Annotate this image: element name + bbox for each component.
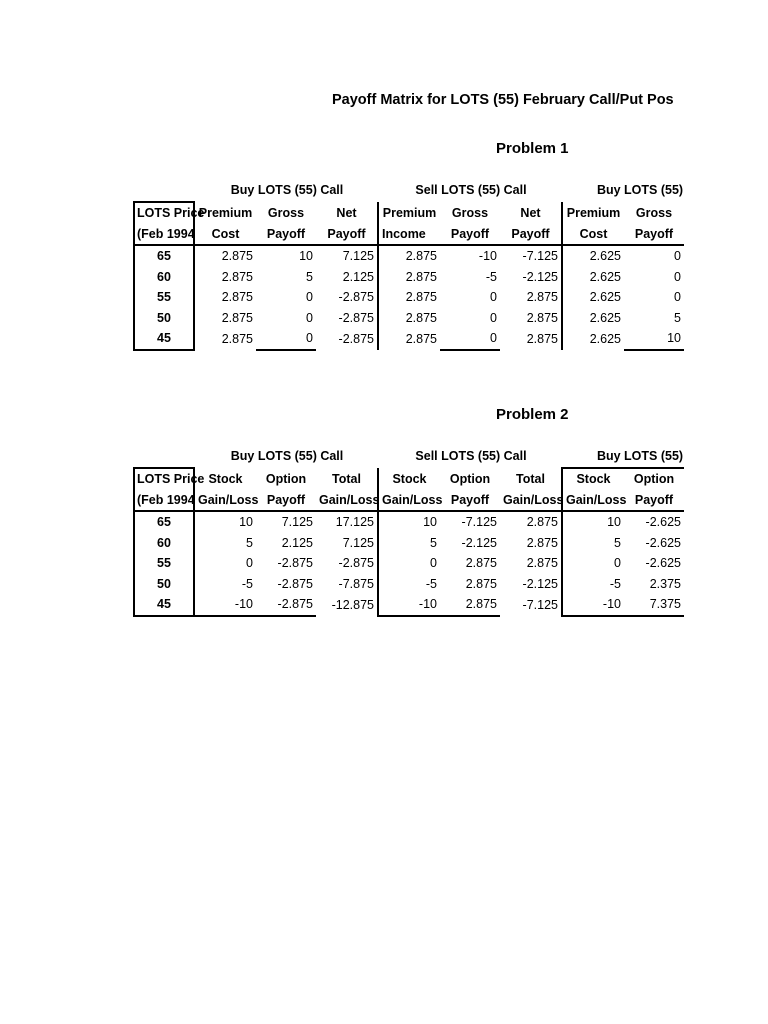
- value-cell: 0: [440, 328, 500, 350]
- value-cell: 2.875: [500, 553, 562, 574]
- value-cell: 10: [194, 511, 256, 533]
- value-cell: 10: [562, 511, 624, 533]
- price-cell: 65: [134, 511, 194, 533]
- value-cell: 2.875: [405, 331, 437, 346]
- value-cell: -10: [378, 594, 440, 616]
- column-header: Payoff: [634, 226, 674, 241]
- p2-group-buy-put: Buy LOTS (55): [596, 449, 684, 463]
- header-row: [134, 224, 684, 246]
- value-cell: 5: [430, 535, 437, 550]
- header-row: [134, 490, 684, 512]
- value-cell: 5: [306, 269, 313, 284]
- value-cell: 0: [490, 310, 497, 325]
- table-row: [134, 533, 684, 554]
- value-cell: 2.625: [562, 245, 624, 267]
- value-cell: 5: [246, 535, 253, 550]
- value-cell: 7.125: [316, 533, 378, 554]
- value-cell: 5: [674, 310, 681, 325]
- value-cell: 2.875: [405, 310, 437, 325]
- value-cell: -7.125: [440, 511, 500, 533]
- column-header: Total: [500, 468, 562, 490]
- value-cell: 2.875: [465, 576, 497, 591]
- column-header: Option: [265, 471, 307, 486]
- value-cell: -5: [609, 576, 621, 591]
- value-cell: 2.375: [649, 576, 681, 591]
- value-cell: 17.125: [316, 511, 378, 533]
- column-header: (Feb 1994: [134, 224, 194, 246]
- value-cell: 2.875: [405, 290, 437, 304]
- column-header: LOTS Price: [134, 202, 194, 224]
- value-cell: 2.875: [378, 245, 440, 267]
- column-header: Gain/Loss: [382, 492, 443, 507]
- value-cell: 0: [614, 556, 621, 570]
- column-header: Premium: [198, 205, 253, 220]
- value-cell: 2.875: [221, 269, 253, 284]
- p2-group-sell-call: Sell LOTS (55) Call: [415, 449, 527, 463]
- table-row: [134, 287, 684, 308]
- value-cell: 0: [624, 245, 684, 267]
- price-cell: 55: [134, 553, 194, 574]
- value-cell: 5: [614, 535, 621, 550]
- value-cell: -2.875: [277, 556, 313, 570]
- column-header: Gain/Loss: [500, 490, 562, 512]
- value-cell: -5: [425, 576, 437, 591]
- price-cell: 65: [134, 245, 194, 267]
- value-cell: 2.875: [221, 331, 253, 346]
- column-header: Stock: [208, 471, 243, 486]
- value-cell: 0: [246, 556, 253, 570]
- value-cell: 0: [674, 269, 681, 284]
- column-header: Payoff: [266, 226, 306, 241]
- table-row: [134, 267, 684, 288]
- column-header: Gain/Loss: [198, 492, 259, 507]
- value-cell: -10: [194, 594, 256, 616]
- table-row: [134, 308, 684, 329]
- column-header: Stock: [562, 468, 624, 490]
- table-row: [134, 553, 684, 574]
- value-cell: 2.625: [589, 310, 621, 325]
- price-cell: 60: [134, 533, 194, 554]
- table-row: [134, 594, 684, 616]
- problem-2-table: [133, 467, 684, 617]
- p1-group-buy-put: Buy LOTS (55): [596, 183, 684, 197]
- column-header: Payoff: [500, 224, 562, 246]
- value-cell: -12.875: [316, 594, 378, 616]
- value-cell: -2.125: [461, 535, 497, 550]
- column-header: Cost: [579, 226, 608, 241]
- page-title: Payoff Matrix for LOTS (55) February Call/Put Pos: [332, 92, 674, 108]
- problem-2-heading: Problem 2: [496, 406, 569, 423]
- value-cell: -2.625: [624, 511, 684, 533]
- column-header: Gain/Loss: [566, 492, 627, 507]
- value-cell: -5: [241, 576, 253, 591]
- value-cell: -2.875: [316, 328, 378, 350]
- column-header: Gross: [635, 205, 673, 220]
- price-cell: 55: [134, 287, 194, 308]
- value-cell: 2.125: [316, 267, 378, 288]
- column-header: (Feb 1994: [134, 490, 194, 512]
- price-cell: 60: [134, 267, 194, 288]
- value-cell: 2.875: [440, 594, 500, 616]
- column-header: Net: [500, 202, 562, 224]
- value-cell: 0: [256, 328, 316, 350]
- column-header: Gross: [267, 205, 305, 220]
- column-header: Option: [624, 468, 684, 490]
- value-cell: 2.875: [500, 328, 562, 350]
- column-header: Cost: [211, 226, 240, 241]
- column-header: Payoff: [316, 224, 378, 246]
- value-cell: 0: [490, 290, 497, 304]
- value-cell: 10: [624, 328, 684, 350]
- price-cell: 50: [134, 308, 194, 329]
- price-cell: 45: [134, 594, 194, 616]
- column-header: Stock: [392, 471, 427, 486]
- column-header: Option: [449, 471, 491, 486]
- column-header: Premium: [382, 205, 437, 220]
- table-row: [134, 245, 684, 267]
- column-header: Payoff: [450, 492, 490, 507]
- column-header: Payoff: [266, 492, 306, 507]
- table-row: [134, 511, 684, 533]
- problem-1-heading: Problem 1: [496, 140, 569, 157]
- value-cell: -7.875: [316, 574, 378, 595]
- value-cell: 2.875: [465, 556, 497, 570]
- value-cell: 2.875: [221, 310, 253, 325]
- p2-group-buy-call: Buy LOTS (55) Call: [230, 449, 344, 463]
- p1-group-buy-call: Buy LOTS (55) Call: [230, 183, 344, 197]
- value-cell: 2.875: [221, 290, 253, 304]
- value-cell: -2.875: [316, 287, 378, 308]
- value-cell: 7.125: [316, 245, 378, 267]
- value-cell: 10: [256, 245, 316, 267]
- value-cell: 7.125: [256, 511, 316, 533]
- column-header: Payoff: [634, 492, 674, 507]
- problem-2-table-wrap: [133, 467, 768, 617]
- value-cell: 2.875: [194, 245, 256, 267]
- problem-1-table: [133, 201, 684, 351]
- p1-group-sell-call: Sell LOTS (55) Call: [415, 183, 527, 197]
- value-cell: 0: [306, 290, 313, 304]
- value-cell: -2.875: [256, 594, 316, 616]
- column-header: Gain/Loss: [316, 490, 378, 512]
- value-cell: -2.625: [645, 556, 681, 570]
- value-cell: -2.125: [500, 267, 562, 288]
- header-row: [134, 202, 684, 224]
- column-header: Total: [316, 468, 378, 490]
- value-cell: -10: [440, 245, 500, 267]
- value-cell: 2.875: [500, 533, 562, 554]
- value-cell: 2.625: [589, 290, 621, 304]
- value-cell: -7.125: [500, 245, 562, 267]
- value-cell: 2.875: [500, 308, 562, 329]
- value-cell: 2.125: [281, 535, 313, 550]
- value-cell: -2.875: [277, 576, 313, 591]
- value-cell: -2.125: [500, 574, 562, 595]
- value-cell: -10: [562, 594, 624, 616]
- value-cell: 2.875: [500, 511, 562, 533]
- table-row: [134, 328, 684, 350]
- table-row: [134, 574, 684, 595]
- value-cell: -7.125: [500, 594, 562, 616]
- column-header: Payoff: [450, 226, 490, 241]
- price-cell: 50: [134, 574, 194, 595]
- value-cell: -5: [485, 269, 497, 284]
- column-header: Premium: [566, 205, 621, 220]
- problem-1-table-wrap: [133, 201, 768, 351]
- value-cell: -2.625: [645, 535, 681, 550]
- value-cell: 0: [306, 310, 313, 325]
- value-cell: 10: [378, 511, 440, 533]
- column-header: LOTS Price: [134, 468, 194, 490]
- value-cell: 7.375: [624, 594, 684, 616]
- value-cell: -2.875: [316, 308, 378, 329]
- value-cell: 0: [674, 290, 681, 304]
- value-cell: -2.875: [316, 553, 378, 574]
- header-row: [134, 468, 684, 490]
- value-cell: 2.875: [500, 287, 562, 308]
- column-header: Income: [382, 226, 426, 241]
- value-cell: 0: [430, 556, 437, 570]
- value-cell: 2.625: [589, 331, 621, 346]
- column-header: Gross: [451, 205, 489, 220]
- column-header: Net: [316, 202, 378, 224]
- value-cell: 2.875: [405, 269, 437, 284]
- price-cell: 45: [134, 328, 194, 350]
- value-cell: 2.625: [589, 269, 621, 284]
